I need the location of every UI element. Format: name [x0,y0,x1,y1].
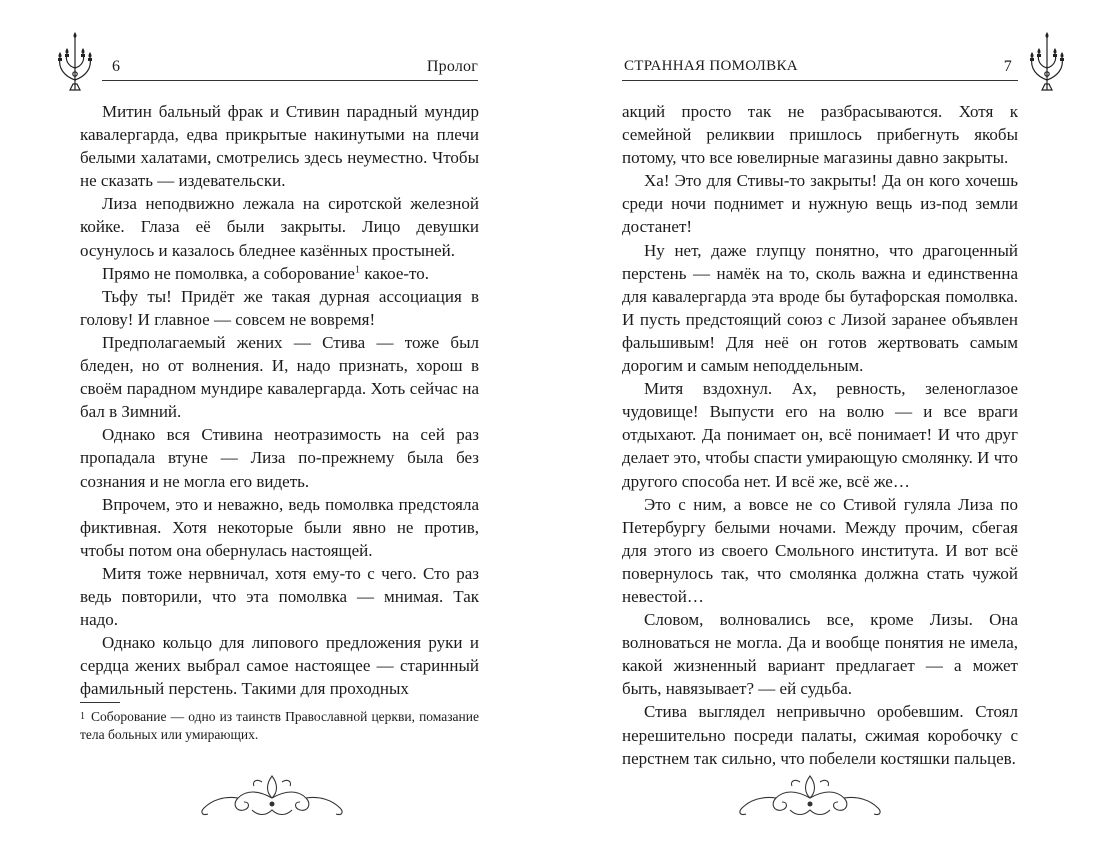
footnote-divider [80,702,120,703]
paragraph: Словом, волновались все, кроме Лизы. Она волноваться не могла. Да и вообще понятия не имела, какой жизненный вариант предлагает — а может быть, навязывает? — ей судьба. [622,610,1018,699]
page-number: 6 [112,58,121,75]
candelabra-icon [50,30,100,96]
running-header [622,54,1018,81]
footnote-text: Соборование — одно из таинств Православной церкви, помазание тела больных или умирающих. [80,709,479,742]
paragraph: Ха! Это для Стивы-то закрыты! Да он кого хочешь среди ночи поднимет и нужную вещь из-под земли достанет! [622,171,1018,237]
paragraph: Митя тоже нервничал, хотя ему-то с чего. Сто раз ведь повторили, что эта помолвка — мнимая. Так надо. [80,563,479,630]
paragraph: Однако вся Стивина неотразимость на сей раз пропадала втуне — Лиза по-прежнему была без сознания и не могла его видеть. [80,425,479,491]
paragraph: Лиза неподвижно лежала на сиротской железной койке. Глаза её были закрыты. Лицо девушки осунулось и казалось бледнее казённых простыней. [80,194,479,260]
paragraph: Предполагаемый жених — Стива — тоже был бледен, но от волнения. И, надо признать, хорош в своём парадном мундире кавалергарда. Хоть сейчас на бал в Зимний. [80,332,479,422]
paragraph: Однако кольцо для липового предложения руки и сердца жених выбрал самое настоящее — старинный фамильный перстень. Такими для проходных [80,633,479,699]
paragraph: Стива выглядел непривычно оробевшим. Стоял нерешительно посреди палаты, сжимая коробочку с перстнем так сильно, что побелели костяшки пальцев. [622,702,1018,768]
body-text [622,100,1018,770]
paragraph: Впрочем, это и неважно, ведь помолвка предстояла фиктивная. Хотя некоторые были явно не против, чтобы потом она обернулась настоящей. [80,494,479,560]
flourish-ornament-icon [730,766,890,822]
paragraph-text: какое-то. [359,263,430,283]
paragraph-with-footnote [80,262,479,285]
footnote-mark: 1 [80,711,85,722]
body-text [80,100,479,700]
paragraph-text: Прямо не помолвка, а соборование [102,263,355,283]
running-title: Пролог [426,58,478,75]
running-header [102,54,478,81]
page-number: 7 [1003,58,1012,75]
right-page [550,0,1100,848]
paragraph: Тьфу ты! Придёт же такая дурная ассоциация в голову! И главное — совсем не вовремя! [80,286,479,329]
running-title: СТРАННАЯ ПОМОЛВКА [624,58,798,74]
paragraph: акций просто так не разбрасываются. Хотя к семейной реликвии пришлось прибегнуть якобы потому, что все ювелирные магазины давно закрыты. [622,102,1018,168]
flourish-ornament-icon [192,766,352,822]
paragraph: Митин бальный фрак и Стивин парадный мундир кавалергарда, едва прикрытые накинутыми на плечи белыми халатами, смотрелись здесь неуместно. Чтобы не сказать — издевательски. [80,102,479,191]
footnote [80,708,479,744]
paragraph: Митя вздохнул. Ах, ревность, зеленоглазое чудовище! Выпусти его на волю — и все враги отдыхают. Да понимает он, всё понимает! И что друг делает это, чтобы спасти умирающую смолянку. И что другого способа нет. И всё же, всё же… [622,379,1018,491]
candelabra-icon [1022,30,1072,96]
paragraph: Это с ним, а вовсе не со Стивой гуляла Лиза по Петербургу белыми ночами. Между прочим, сбегая для этого из своего Смольного института. И вот всё повернулось так, что смолянка должна стать чужой невестой… [622,494,1018,606]
paragraph: Ну нет, даже глупцу понятно, что драгоценный перстень — намёк на то, сколь важна и единственна для кавалергарда эта вроде бы бутафорская помолвка. И пусть предстоящий союз с Лизой заранее объявлен фальшивым! Для неё он готов жертвовать самым дорогим и самым неподдельным. [622,240,1018,376]
footnote-reference[interactable]: 1 [354,264,360,275]
